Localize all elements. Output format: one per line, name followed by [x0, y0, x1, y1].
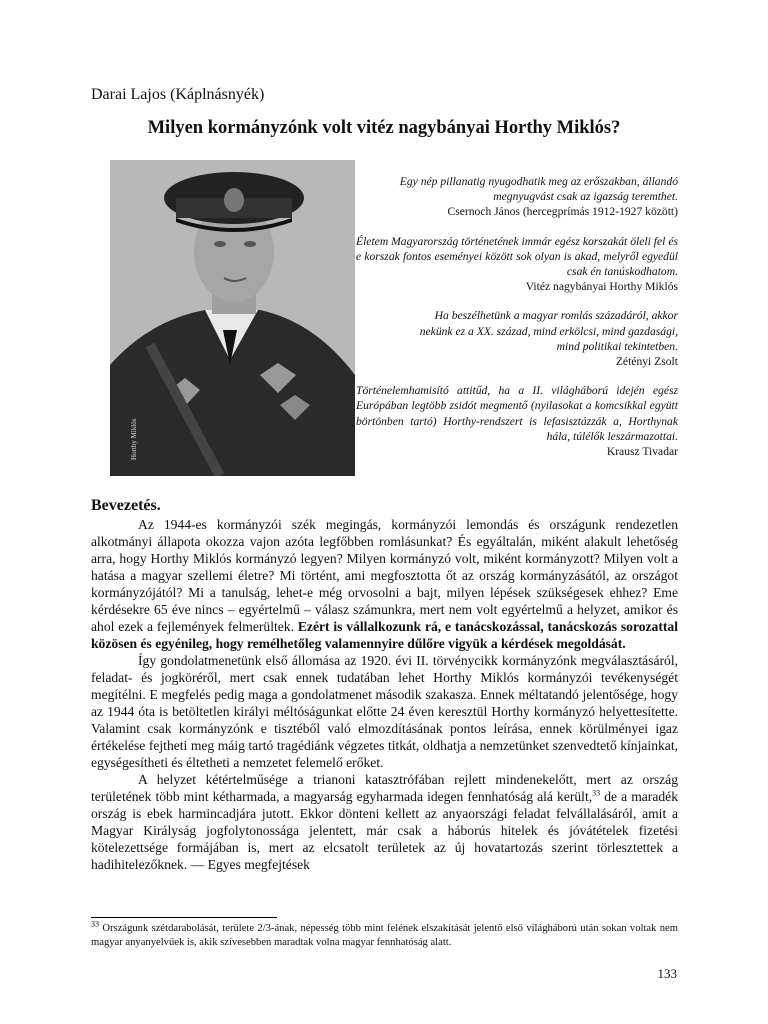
paragraph: Így gondolatmenetünk első állomása az 1920. évi II. törvénycikk kormányzónk megválasztásáról, feladat- és jogköréről, mert csak ennek tudatában lehet Horthy Miklós kormányzói tevékenységét megítélni. E megfelés pedig maga a gondolatmenet második szakasza. Ennek méltatandó jelentősége, hogy az 1944 óta is betöltetlen királyi méltóságunkat előtte 24 éven keresztül Horthy kormányzó helyettesítette. Valamint csak kormányzónk e tisztéből való elmozdításának pontos leírása, ennek körülményei igaz értékelése fejtheti meg máig tartó tragédiánk végzetes titkát, oldhatja a nemzetünket szenvedtető kínjainkat, egységesítheti és éltetheti a nemzetet felemelő erőket.: [91, 653, 678, 770]
photo-caption: Horthy Miklós: [130, 418, 138, 460]
body-text: [91, 516, 678, 873]
quote-text: Ha beszélhetünk a magyar romlás századáról, akkor nekünk ez a XX. század, mind erkölcsi, mind gazdasági, mind politikai tekintetben.: [419, 309, 678, 353]
footnote-ref[interactable]: 33: [592, 788, 601, 798]
section-heading: Bevezetés.: [91, 497, 161, 514]
paragraph: [91, 516, 678, 652]
quote-source: Zétényi Zsolt: [615, 355, 678, 369]
footnote-number: 33: [91, 919, 99, 929]
quote-source: Krausz Tivadar: [606, 445, 678, 459]
portrait-illustration: [110, 160, 355, 476]
paragraph-text: Az 1944-es kormányzói szék megingás, kormányzói lemondás és országunk rendezetlen alkotmányi állapota okozza vajon azóta legfőbben romlásunkat? És egyáltalán, miként alakult lehetőség arra, hogy Horthy Miklós kormányzó legyen? Milyen kormányzó volt, miként kormányzott? Milyen volt a hatása a magyar szellemi életre? Mi történt, ami megfosztotta őt az ország kormányzásától, az országot kormányzójától? Mi a tanulság, lehet-e még orvosolni a bajt, milyen lépések szükségesek ehhez? Eme kérdésekre 65 éve nincs – egyértelmű – válasz számunkra, mert nem volt egyértelmű a helyzet, amikor és ahol ezek a fejlemények felmerültek.: [91, 517, 678, 634]
quote-text: Egy nép pillanatig nyugodhatik meg az erőszakban, állandó megnyugvást csak az igazság teremthet.: [399, 175, 678, 204]
article-title: Milyen kormányzónk volt vitéz nagybányai Horthy Miklós?: [147, 118, 621, 138]
footnote-divider: [91, 917, 277, 918]
footnote: [91, 919, 678, 950]
author-line: Darai Lajos (Káplnásnyék): [91, 86, 265, 103]
portrait-photo: [110, 160, 355, 476]
footnote-text: Országunk szétdarabolását, területe 2/3-ának, népesség több mint felének elszakítását jelentő első világháború után sokan voltak nem magyar anyanyelvűek is, akik szívesebben maradtak volna magyar fennhatóság alatt.: [91, 923, 678, 948]
quote-source: Vitéz nagybányai Horthy Miklós: [525, 280, 678, 294]
paragraph-text: de a maradék ország is ebek harmincadjára jutott. Ekkor dönteni kellett az anyaországi feladat felvállalásáról, amit a Magyar Királyság jogfolytonossága jelentett, már csak a háborús hitelek és jóvátételek fizetési kötelezettsége formájában is, mert az elcsatolt területek az új hovatartozás szerint törlesztettek a hadihitelezőknek. — Egyes megfejtések: [91, 789, 678, 872]
paragraph: [91, 771, 678, 873]
epigraph-block: [356, 174, 678, 473]
page-number: 133: [657, 966, 677, 981]
quote-text: Történelemhamisító attitűd, ha a II. világháború idején egész Európában legtöbb zsidót megmentő (nyilasokat a komcsikkal együtt börtönben tartó) Horthy-rendszert is lefasisztázzák a, Horthynak hála, túlélők leszármazottai.: [356, 384, 678, 443]
quote-source: Csernoch János (hercegprímás 1912-1927 között): [447, 205, 678, 219]
bold-sentence: Ezért is vállalkozunk rá, e tanácskozással, tanácskozás sorozattal közösen és egyénileg, hogy remélhetőleg valamennyire dűlőre vigyük a kérdések megoldását.: [91, 619, 678, 651]
quote-text: Életem Magyarország történetének immár egész korszakát öleli fel és e korszak fontos eseményei között sok olyan is akad, melyről egyedül csak én tanúskodhatom.: [356, 234, 678, 279]
paragraph-text: A helyzet kétértelműsége a trianoni katasztrófában rejlett mindenekelőtt, mert az ország területének több mint kétharmada, a magyarság egyharmada idegen fennhatóság alá került,: [91, 772, 678, 804]
